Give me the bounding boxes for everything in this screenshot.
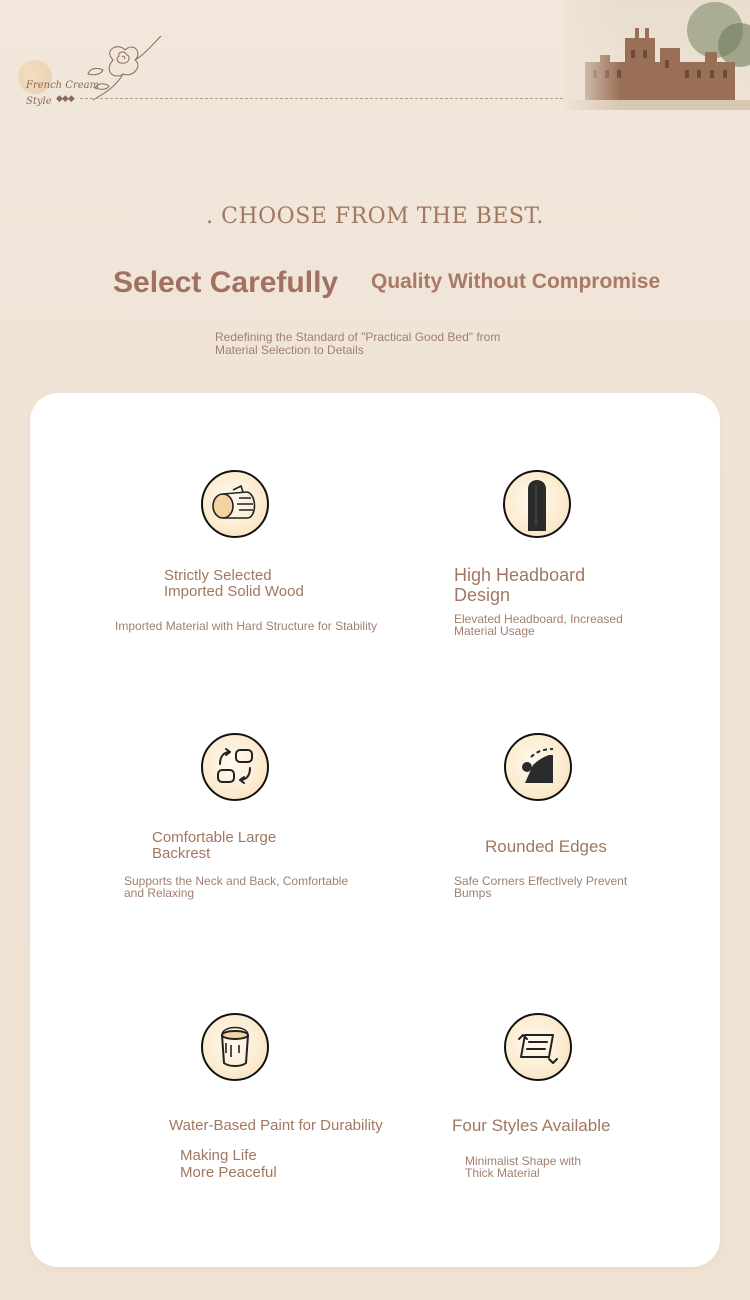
feature-4-desc: Safe Corners Effectively Prevent Bumps [454,874,628,900]
brand-logo [18,30,578,120]
switch-shapes-icon [201,733,269,801]
page-title: Select Carefully [113,266,339,299]
feature-1-desc: Imported Material with Hard Structure for Stability [115,619,378,633]
feature-3-desc: Supports the Neck and Back, Comfortable and Relaxing [124,874,349,900]
section-kicker: . CHOOSE FROM THE BEST. [206,204,544,229]
page-subtitle: Quality Without Compromise [371,270,661,293]
headboard-icon [503,470,571,538]
feature-1-title: Strictly Selected Imported Solid Wood [164,567,304,600]
feature-2-desc: Elevated Headboard, Increased Material Usage [454,612,623,638]
feature-6-desc: Minimalist Shape with Thick Material [465,1154,582,1180]
features-card [30,393,720,1267]
brand-line1: French Cream [26,80,100,91]
feature-2-title: High Headboard Design [454,565,586,605]
brand-divider [80,98,568,99]
brand-dots: ◆◆◆ [56,93,74,103]
brand-line2: Style [26,96,52,107]
paint-bucket-icon [201,1013,269,1081]
intro-text: Redefining the Standard of "Practical Good Bed" from Material Selection to Details [215,330,501,357]
feature-5-desc: Making Life More Peaceful [180,1147,277,1181]
styles-swap-icon [504,1013,572,1081]
wood-log-icon [201,470,269,538]
castle-image [565,0,750,110]
rounded-edge-icon [504,733,572,801]
feature-4-title: Rounded Edges [485,837,607,856]
feature-5-title: Water-Based Paint for Durability [169,1117,383,1134]
feature-6-title: Four Styles Available [452,1116,611,1135]
feature-3-title: Comfortable Large Backrest [152,829,277,862]
